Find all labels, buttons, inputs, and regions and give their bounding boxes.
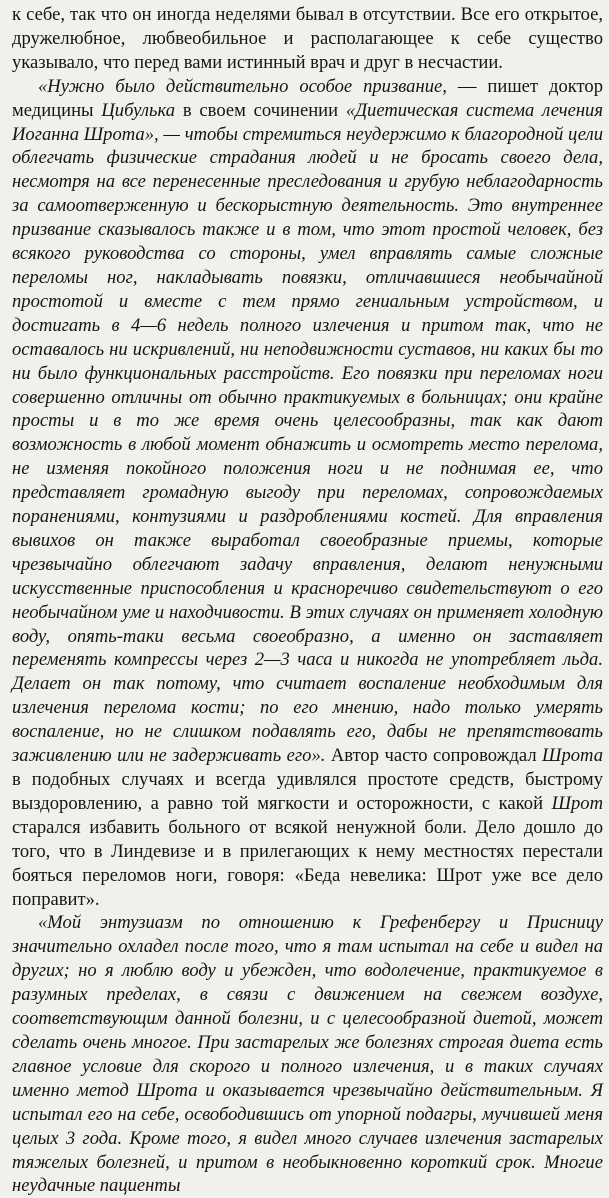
italic-text-segment: «Нужно было действительно особое призвание, (38, 75, 447, 97)
italic-text-segment: Шрота (542, 745, 603, 767)
italic-text-segment: «Диетическая система лечения Иоганна Шрота», — чтобы стремиться неудержимо к благородной цели облегчать физические страдания людей и не бросать своего дела, несмотря на все перенесенные преследования и грубую неблагодарность за самоотверженную и бескорыстную деятельность. Это внутреннее призвание сказывалось также и в том, что этот простой человек, без всякого руководства со стороны, умел вправлять самые сложные переломы ног, накладывать повязки, отличавшиеся необычайной простотой и вместе с тем прямо гениальным устройством, и достигать в 4—6 недель полного излечения и притом так, что не оставалось ни искривлений, ни неподвижности суставов, ни каких бы то ни было функциональных расстройств. Его повязки при переломах ноги совершенно отличны от обычно практикуемых в больницах; они крайне просты и в то же время очень целесообразны, так как дают возможность в любой момент обнажить и осмотреть место перелома, не изменяя покойного положения ноги и не поднимая ее, что представляет громадную выгоду при переломах, сопровождаемых поранениями, контузиями и раздроблениями костей. Для вправления вывихов он также выработал своеобразные приемы, которые чрезвычайно облегчают задачу вправления, делают ненужными искусственные приспособления и красноречиво свидетельствуют о его необычайном уме и находчивости. В этих случаях он применяет холодную воду, опять-таки весьма своеобразно, а именно он заставляет переменять компрессы через 2—3 часа и никогда не употребляет льда. Делает он так потому, что считает воспаление необходимым для излечения перелома кости; по его мнению, надо только умерять воспаление, но не слишком подавлять его, дабы не препятствовать заживлению или не задерживать его». (12, 99, 604, 767)
text-segment: в своем сочинении (175, 99, 346, 121)
italic-text-segment: Шрот (551, 792, 603, 814)
text-body (12, 3, 603, 1198)
text-segment: в подобных случаях и всегда удивлялся простоте средств, быстрому выздоровлению, а равно той мягкости и осторожности, с какой (12, 769, 603, 814)
italic-text-segment: «Мой энтузиазм по отношению к Грефенбергу и Присницу значительно охладел после того, что я там испытал на себе и видел на других; но я люблю воду и убежден, что водолечение, практикуемое в разумных пределах, в связи с движением на свежем воздухе, соответствующим данной болезни, и с целесообразной диетой, может сделать очень многое. При застарелых же болезнях строгая диета есть главное условие для скорого и полного излечения, и в таких случаях именно метод Шрота и оказывается чрезвычайно действительным. Я испытал его на себе, освободившись от упорной подагры, мучившей меня целых 3 года. Кроме того, я видел много случаев излечения застарелых тяжелых болезней, и притом в необыкновенно короткий срок. Многие неудачные пациенты (12, 912, 603, 1197)
text-segment: — пишет доктор медицины (12, 75, 603, 121)
paragraph (12, 75, 603, 912)
paragraph (12, 911, 603, 1198)
italic-text-segment: Цибулька (101, 99, 176, 121)
text-segment: Автор часто сопровождал (325, 745, 543, 767)
paragraph (12, 3, 603, 75)
text-segment: к себе, так что он иногда неделями бывал в отсутствии. Все его открытое, дружелюбное, любвеобильное и располагающее к себе существо указывало, что перед вами истинный врач и друг в несчастии. (12, 4, 603, 73)
text-segment: старался избавить больного от всякой ненужной боли. Дело дошло до того, что в Линдевизе и в прилегающих к нему местностях перестали бояться переломов ноги, говоря: «Беда невелика: Шрот уже все дело поправит». (12, 816, 603, 910)
